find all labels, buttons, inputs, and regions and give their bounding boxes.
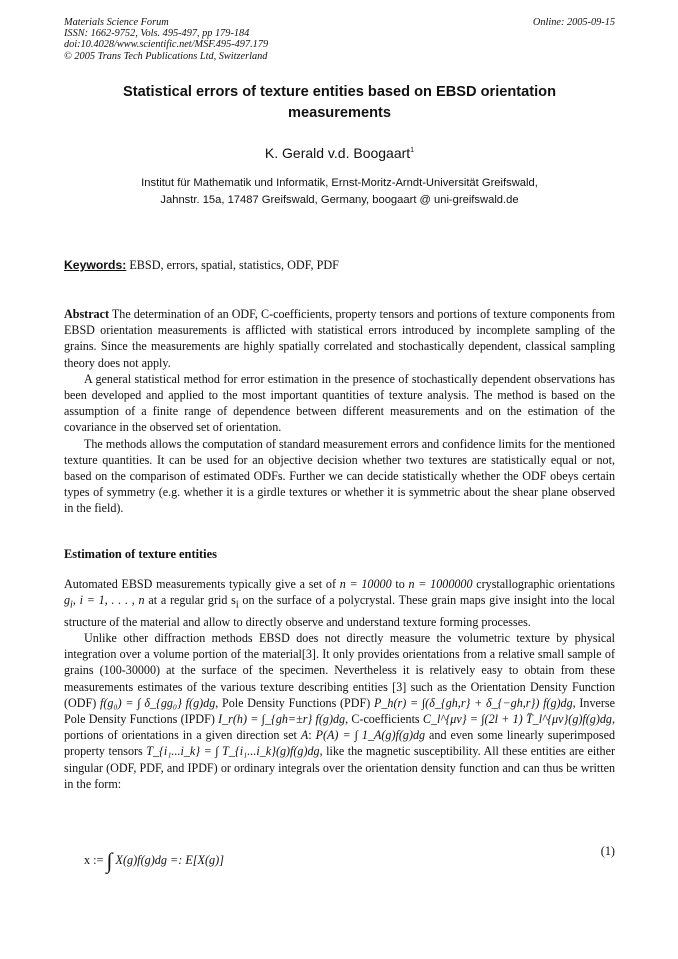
abstract-paragraph-3: The methods allows the computation of standard measurement errors and confidence limits for the mentioned texture quantities. It can be used for an objective decision whether two textures are statistically equal or not, based on the comparison of estimated ODFs. Further we can decide statistically whether the ODF obeys certain types of symmetry (e.g. whether it is a girdle textures or whether it is symmetric about the shear plane observed in the field).: [64, 436, 615, 516]
text-span: , like the magnetic susceptibility. All these entities are either singular (ODF, PDF, and IPDF) or ordinary integrals over the orientation density function and can thus be written in the form:: [64, 744, 615, 791]
text-span: :: [308, 728, 316, 743]
text-span: at a regular grid s: [144, 593, 236, 608]
keywords-text: EBSD, errors, spatial, statistics, ODF, PDF: [126, 258, 339, 272]
journal-header: [64, 17, 615, 62]
author-name: K. Gerald v.d. Boogaart: [264, 145, 411, 161]
section-paragraph-1: [64, 576, 615, 630]
text-span: Automated EBSD measurements typically give a set of: [64, 577, 340, 591]
copyright-line: © 2005 Trans Tech Publications Ltd, Switzerland: [64, 50, 268, 62]
text-span: on the surface of a polycrystal. These grain maps give insight into the local structure of the material and allow to directly observe and understand texture forming processes.: [64, 593, 615, 629]
issn-line: ISSN: 1662-9752, Vols. 495-497, pp 179-184: [64, 28, 250, 40]
math-odf: f(g₀) = ∫ δ_{gg₀} f(g)dg: [99, 695, 216, 710]
text-span: , C-coefficients: [345, 712, 423, 727]
integral-symbol: ∫: [106, 848, 113, 873]
math-tensor: T_{i₁...i_k} = ∫ T_{i₁...i_k}(g)f(g)dg: [146, 744, 320, 759]
math-portion: P(A) = ∫ 1_A(g)f(g)dg: [315, 728, 426, 743]
text-span: and even some linearly superimposed property tensors: [64, 728, 615, 759]
section-body: [64, 576, 615, 792]
math-c-coefficients: C_l^{μν} = ∫(2l + 1) T̈_l^{μν}(g)f(g)dg: [422, 712, 612, 727]
grid-subscript: i: [235, 599, 239, 611]
abstract-paragraph-2: A general statistical method for error estimation in the presence of stochastically dependent observations has been developed and applied to the most important quantities of texture analysis. The method is based on the assumption of a finite range of dependence between different measurements and on the estimation of the covariance in the observed set of orientation.: [64, 371, 615, 435]
affiliation-line-1: Institut für Mathematik und Informatik, Ernst-Moritz-Arndt-Universität Greifswald,: [141, 177, 538, 189]
abstract-label: Abstract: [64, 307, 110, 321]
math-g: g: [64, 593, 71, 608]
equation-1: [80, 836, 615, 873]
author-line: [64, 145, 615, 161]
equation-body: [84, 844, 224, 873]
section-paragraph-2: [64, 630, 615, 792]
affiliation: [64, 175, 615, 209]
section-heading: Estimation of texture entities: [64, 547, 217, 561]
journal-name: Materials Science Forum: [64, 17, 169, 28]
text-span: , portions of orientations in a given direction set: [64, 712, 615, 743]
equation-number: (1): [600, 844, 615, 858]
math-n-high: n = 1000000: [408, 577, 473, 591]
math-n-low: n = 10000: [339, 577, 392, 591]
author-affiliation-mark: 1: [410, 147, 415, 154]
math-set-a: A: [300, 728, 309, 743]
abstract-text-1: The determination of an ODF, C-coefficients, property tensors and portions of texture components from EBSD orientation measurements is afflicted with statistical errors introduced by incomplete sampling of the grains. Since the measurements are highly spatially correlated and stochastically dependent, classical sampling theory does not apply.: [64, 307, 615, 370]
keywords-label: Keywords:: [64, 258, 127, 272]
math-ipdf: I_r(h) = ∫_{gh=±r} f(g)dg: [218, 712, 346, 727]
equation-rhs: X(g)f(g)dg =: E[X(g)]: [115, 853, 224, 867]
paper-title: [64, 82, 615, 124]
doi-line[interactable]: doi:10.4028/www.scientific.net/MSF.495-497.179: [64, 39, 269, 51]
title-line-2: measurements: [287, 105, 392, 121]
text-span: to: [391, 577, 409, 591]
math-pdf: P_h(r) = ∫(δ_{gh,r} + δ_{−gh,r}) f(g)dg: [374, 695, 573, 710]
keywords: [64, 258, 615, 273]
text-span: , Pole Density Functions (PDF): [215, 695, 374, 710]
text-span: ,: [72, 593, 80, 608]
text-span: Unlike other diffraction methods EBSD does not directly measure the volumetric texture by physical integration over a volume portion of the material[3]. It only provides orientations from a relative small sample of grains (100-30000) at the surface of the specimen. Nevertheless it is relatively easy to obtain from these measurements estimates of the various texture describing entities [3] such as the Orientation Density Function (ODF): [64, 631, 615, 710]
online-date: Online: 2005-09-15: [532, 17, 615, 28]
math-index-range: i = 1, . . . , n: [79, 593, 145, 608]
abstract: [64, 306, 615, 517]
affiliation-line-2: Jahnstr. 15a, 17487 Greifswald, Germany, boogaart @ uni-greifswald.de: [160, 194, 519, 206]
equation-lhs: x :=: [84, 853, 104, 867]
text-span: crystallographic orientations: [472, 577, 615, 591]
title-line-1: Statistical errors of texture entities based on EBSD orientation: [122, 84, 557, 100]
text-span: , Inverse Pole Density Functions (IPDF): [64, 695, 615, 727]
math-g-subscript: i: [70, 599, 73, 611]
abstract-paragraph-1: [64, 306, 615, 371]
